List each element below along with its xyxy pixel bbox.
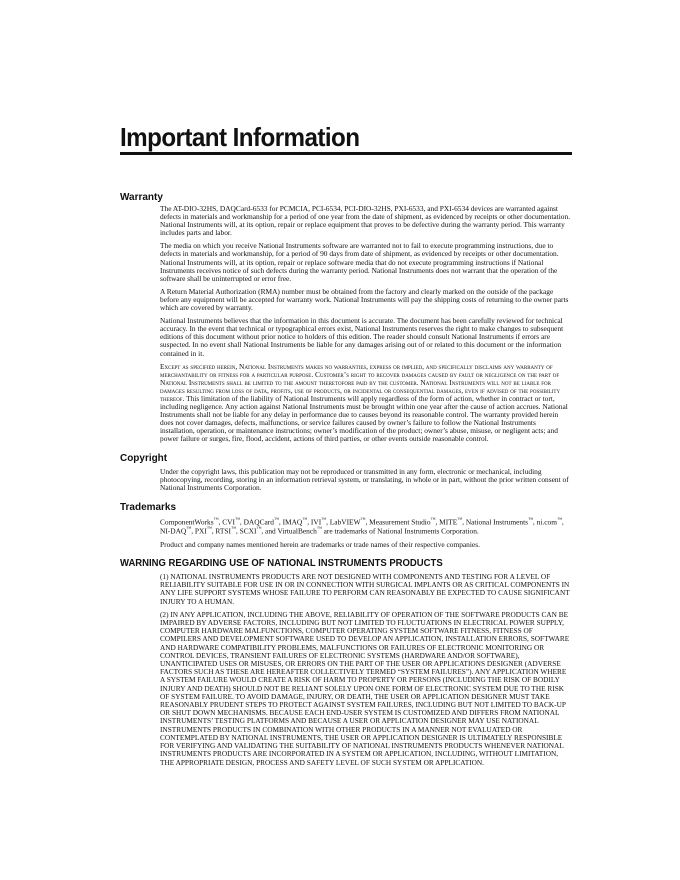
copyright-paragraph: Under the copyright laws, this publication may not be reproduced or transmitted in any form, electronic or mechanical, including photocopying, recording, storing in an information retrieval system, or translating, in whole or in part, without the prior written consent of National Instruments Corporation. — [160, 466, 569, 492]
trademark-symbol: ™ — [528, 517, 533, 523]
trademark-item: MITE — [439, 517, 458, 527]
copyright-heading: Copyright — [120, 451, 168, 464]
trademark-symbol: ™ — [316, 527, 322, 533]
trademark-item: CVI — [222, 517, 235, 527]
trademark-item: PXI — [194, 526, 207, 536]
trademark-symbol: ™ — [186, 527, 192, 533]
trademark-symbol: ™ — [234, 517, 240, 523]
document-body — [120, 190, 572, 767]
warranty-paragraph-hardware: The AT-DIO-32HS, DAQCard-6533 for PCMCIA, PCI-6534, PCI-DIO-32HS, PXI-6533, and PXI-6534 devices are warranted against defects in materials and workmanship for a period of one year from the date of shipment, as evidenced by receipts or other documentation. National Instruments will, at its option, repair or replace equipment that proves to be defective during the warranty period. This warranty includes parts and labor. — [160, 204, 571, 238]
trademark-item: Measurement Studio — [369, 517, 431, 527]
trademark-symbol: ™ — [556, 517, 562, 523]
warning-paragraph-1: (1) NATIONAL INSTRUMENTS PRODUCTS ARE NOT DESIGNED WITH COMPONENTS AND TESTING FOR A LEVEL OF RELIABILITY SUITABLE FOR USE IN OR IN CONNECTION WITH SURGICAL IMPLANTS OR AS CRITICAL COMPONENTS IN ANY LIFE SUPPORT SYSTEMS WHOSE FAILURE TO PERFORM CAN REASONABLY BE EXPECTED TO CAUSE SIGNIFICANT INJURY TO A HUMAN. — [160, 572, 570, 606]
page-title: Important Information — [120, 122, 360, 152]
trademark-item: DAQCard — [243, 517, 274, 527]
trademark-symbol: ™ — [457, 517, 463, 523]
disclaimer-limitation-text: This limitation of the liability of National Instruments will apply regardless of the form of action, whether in contract or tort, including negligence. Any action against National Instruments must be brought within one year after the cause of action accrues. National Instruments shall not be liable for any delay in performance due to causes beyond its reasonable control. The warranty provided herein does not cover damages, defects, malfunctions, or service failures caused by owner’s failure to follow the National Instruments installation, operation, or maintenance instructions; owner’s modification of the product; owner’s abuse, misuse, or negligent acts; and power failure or surges, fire, flood, accident, actions of third parties, or other events outside reasonable control. — [160, 393, 568, 444]
trademark-suffix: are trademarks of National Instruments Corporation. — [321, 526, 479, 536]
trademark-symbol: ™ — [321, 517, 327, 523]
trademark-symbol: ™ — [206, 527, 212, 533]
trademark-item: NI-DAQ — [160, 526, 187, 536]
copyright-section — [120, 451, 572, 492]
trademark-symbol: ™ — [360, 517, 366, 523]
trademark-symbol: ™ — [273, 517, 279, 523]
warranty-paragraph-software-media: The media on which you receive National Instruments software are warranted not to fail to execute programming instructions, due to defects in materials and workmanship, for a period of 90 days from date of shipment, as evidenced by receipts or other documentation. National Instruments will, at its option, repair or replace software media that do not execute programming instructions if National Instruments receives notice of such defects during the warranty period. National Instruments does not warrant that the operation of the software shall be uninterrupted or error free. — [160, 241, 559, 283]
trademark-symbol: ™ — [231, 527, 236, 533]
warning-section — [120, 557, 572, 767]
warning-paragraph-2: (2) IN ANY APPLICATION, INCLUDING THE ABOVE, RELIABILITY OF OPERATION OF THE SOFTWARE PRODUCTS CAN BE IMPAIRED BY ADVERSE FACTORS, INCLUDING BUT NOT LIMITED TO FLUCTUATIONS IN ELECTRICAL POWER SUPPLY, COMPUTER HARDWARE MALFUNCTIONS, COMPUTER OPERATING SYSTEM SOFTWARE FITNESS, FITNESS OF COMPILERS AND DEVELOPMENT SOFTWARE USED TO DEVELOP AN APPLICATION, INSTALLATION ERRORS, SOFTWARE AND HARDWARE COMPATIBILITY PROBLEMS, MALFUNCTIONS OR FAILURES OF ELECTRONIC MONITORING OR CONTROL DEVICES, TRANSIENT FAILURES OF ELECTRONIC SYSTEMS (HARDWARE AND/OR SOFTWARE), UNANTICIPATED USES OR MISUSES, OR ERRORS ON THE PART OF THE USER OR APPLICATIONS DESIGNER (ADVERSE FACTORS SUCH AS THESE ARE HEREAFTER COLLECTIVELY TERMED “SYSTEM FAILURES”). ANY APPLICATION WHERE A SYSTEM FAILURE WOULD CREATE A RISK OF HARM TO PROPERTY OR PERSONS (INCLUDING THE RISK OF BODILY INJURY AND DEATH) SHOULD NOT BE RELIANT SOLELY UPON ONE FORM OF ELECTRONIC SYSTEM DUE TO THE RISK OF SYSTEM FAILURE. TO AVOID DAMAGE, INJURY, OR DEATH, THE USER OR APPLICATION DESIGNER MUST TAKE REASONABLY PRUDENT STEPS TO PROTECT AGAINST SYSTEM FAILURES, INCLUDING BUT NOT LIMITED TO BACK-UP OR SHUT DOWN MECHANISMS. BECAUSE EACH END-USER SYSTEM IS CUSTOMIZED AND DIFFERS FROM NATIONAL INSTRUMENTS’ TESTING PLATFORMS AND BECAUSE A USER OR APPLICATION DESIGNER MAY USE NATIONAL INSTRUMENTS PRODUCTS IN COMBINATION WITH OTHER PRODUCTS IN A MANNER NOT EVALUATED OR CONTEMPLATED BY NATIONAL INSTRUMENTS, THE USER OR APPLICATION DESIGNER IS ULTIMATELY RESPONSIBLE FOR VERIFYING AND VALIDATING THE SUITABILITY OF NATIONAL INSTRUMENTS PRODUCTS WHENEVER NATIONAL INSTRUMENTS PRODUCTS ARE INCORPORATED IN A SYSTEM OR APPLICATION, INCLUDING, WITHOUT LIMITATION, THE APPROPRIATE DESIGN, PROCESS AND SAFETY LEVEL OF SUCH SYSTEM OR APPLICATION. — [160, 609, 570, 767]
warranty-paragraph-disclaimer — [160, 363, 572, 444]
trademarks-list-paragraph: ComponentWorks™, CVI™, DAQCard™, IMAQ™, IVI™, LabVIEW™, Measurement Studio™, MITE™, National Instruments™, ni.com™, NI-DAQ™, PXI™, RTSI™, SCXI™, and VirtualBench™ are trademarks of National Instruments Corporation. — [160, 517, 564, 536]
trademark-item: ni.com — [536, 517, 557, 527]
title-rule — [120, 152, 572, 155]
trademark-symbol: ™ — [256, 527, 262, 533]
trademark-item: National Instruments — [465, 517, 529, 527]
trademark-item: ComponentWorks — [160, 517, 214, 527]
warning-heading: WARNING REGARDING USE OF NATIONAL INSTRUMENTS PRODUCTS — [120, 558, 443, 570]
disclaimer-small-caps-text: Except as specified herein, National Instruments makes no warranties, express or implied, and specifically disclaims any warranty of merchantability or fitness for a particular purpose. Customer’s right to recover damages caused by fault or negligence on the part of National Instruments shall be limited to the amount theretofore paid by the customer. National Instruments will not be liable for damages resulting from loss of data, profits, use of products, or incidental or consequential damages, even if advised of the possibility thereof. — [160, 361, 561, 403]
trademark-item: SCXI — [239, 526, 257, 536]
trademarks-section — [120, 500, 572, 549]
trademark-symbol: ™ — [302, 517, 308, 523]
trademark-item: VirtualBench — [277, 526, 317, 536]
trademark-item: LabVIEW — [329, 517, 361, 527]
warranty-paragraph-rma: A Return Material Authorization (RMA) number must be obtained from the factory and clearly marked on the outside of the package before any equipment will be accepted for warranty work. National Instruments will pay the shipping costs of returning to the owner parts which are covered by warranty. — [160, 286, 569, 313]
trademark-symbol: ™ — [213, 517, 219, 523]
warranty-section — [120, 190, 572, 444]
trademark-item: IVI — [310, 517, 322, 527]
trademark-item: IMAQ — [282, 517, 303, 527]
trademark-symbol: ™ — [430, 517, 436, 523]
warranty-paragraph-accuracy: National Instruments believes that the information in this document is accurate. The document has been carefully reviewed for technical accuracy. In the event that technical or typographical errors exist, National Instruments reserves the right to make changes to subsequent editions of this document without prior notice to holders of this edition. The reader should consult National Instruments if errors are suspected. In no event shall National Instruments be liable for any damages arising out of or related to this document or the information contained in it. — [160, 316, 564, 358]
warranty-heading: Warranty — [120, 191, 163, 203]
trademarks-heading: Trademarks — [120, 500, 177, 513]
trademark-item: RTSI — [215, 526, 231, 536]
trademark-and: , and — [261, 526, 278, 536]
trademarks-other-paragraph: Product and company names mentioned herein are trademarks or trade names of their respective companies. — [160, 539, 480, 549]
